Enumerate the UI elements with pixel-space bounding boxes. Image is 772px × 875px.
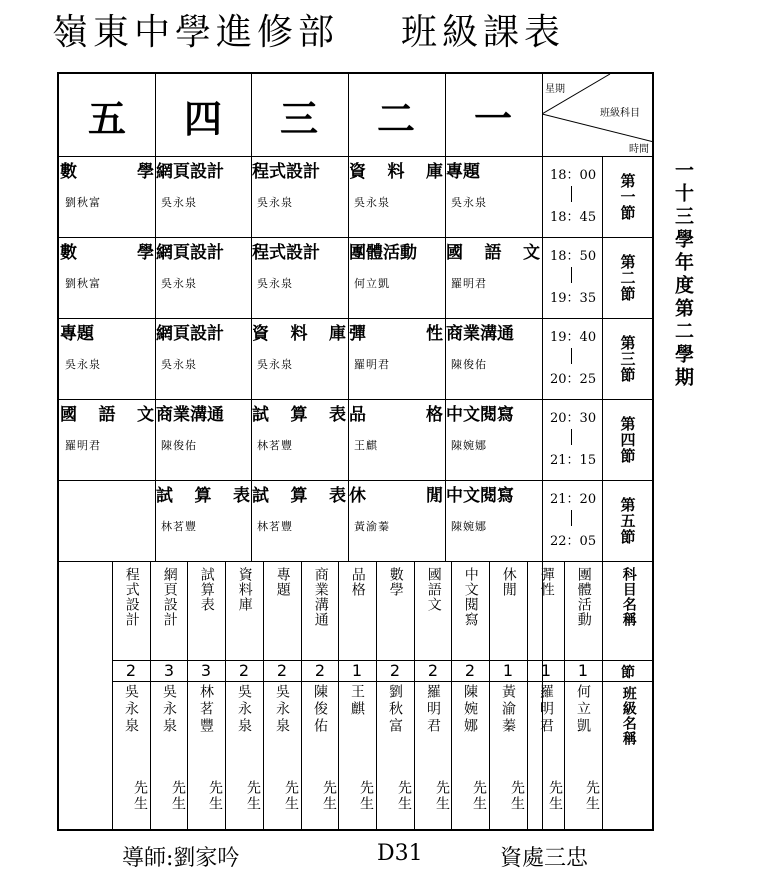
subject-char: 表 (329, 405, 346, 425)
subject-name (156, 486, 250, 506)
teacher-name: 羅明君 (65, 439, 101, 452)
subject-name: 程式設計 (252, 162, 320, 182)
subject-name: 中文閱寫 (446, 405, 514, 425)
subject-name: 專題 (446, 162, 480, 182)
teacher-name: 吳永泉 (257, 196, 293, 209)
course-teacher (489, 684, 527, 816)
course-teacher-name: 羅明君 (538, 684, 554, 735)
course-teacher (376, 684, 414, 816)
course-teacher-name: 吳永泉 (161, 684, 177, 735)
time-end: 22：05 (550, 534, 597, 549)
corner-time: 時間 (629, 144, 649, 155)
teacher-name: 黃渝蓁 (354, 520, 390, 533)
course-teacher (301, 684, 339, 816)
subject-name: 網頁設計 (156, 324, 224, 344)
course-name (187, 567, 225, 659)
course-name (451, 567, 489, 659)
course-teacher (451, 684, 489, 816)
subject-name: 程式設計 (252, 243, 320, 263)
course-hours: 2 (427, 661, 439, 680)
course-teacher (338, 684, 376, 816)
schedule-cell (251, 480, 347, 561)
subject-name: 商業溝通 (156, 405, 224, 425)
course-hours: 2 (314, 661, 326, 680)
subject-char: 格 (426, 405, 443, 425)
subject-char: 試 (252, 486, 269, 506)
teacher-name: 吳永泉 (257, 277, 293, 290)
subject-char: 國 (446, 243, 463, 263)
course-hours: 2 (276, 661, 288, 680)
schedule-cell (59, 318, 155, 399)
course-hours: 2 (238, 661, 250, 680)
honorific: 先生 (245, 780, 261, 812)
footer-class-code: D31 (377, 841, 423, 866)
teacher-name: 陳婉娜 (451, 439, 487, 452)
schedule-cell (445, 480, 541, 561)
subject-char: 數 (60, 162, 77, 182)
course-teacher (527, 684, 565, 816)
schedule-cell (155, 399, 251, 480)
schedule-cell (59, 237, 155, 318)
corner-weekday: 星期 (545, 84, 565, 95)
document-name: 班級課表 (401, 12, 566, 53)
schedule-cell (445, 318, 541, 399)
time-start: 20：30 (550, 411, 597, 426)
teacher-name: 林茗豐 (257, 439, 293, 452)
course-hours: 2 (389, 661, 401, 680)
schedule-cell (59, 480, 155, 561)
teacher-name: 林茗豐 (161, 520, 197, 533)
honorific: 先生 (509, 780, 525, 812)
period-time (542, 399, 602, 480)
course-name-text: 數學 (387, 567, 404, 597)
course-name (376, 567, 414, 659)
subject-char: 算 (194, 486, 212, 506)
course-name-text: 休閒 (500, 567, 517, 597)
subject-name (60, 243, 154, 263)
course-teacher-name: 劉秋富 (387, 684, 403, 735)
course-name-text: 中文閱寫 (462, 567, 479, 627)
subject-name: 專題 (60, 324, 94, 344)
time-end: 18：45 (550, 210, 597, 225)
subject-name: 網頁設計 (156, 243, 224, 263)
course-name-text: 團體活動 (575, 567, 592, 627)
day-header: 三 (279, 95, 318, 141)
course-teacher-name: 吳永泉 (123, 684, 139, 735)
subject-char: 算 (290, 486, 308, 506)
day-header: 四 (183, 95, 222, 141)
corner-class-subject: 班級科目 (600, 108, 640, 119)
time-start: 19：40 (550, 330, 597, 345)
subject-name (446, 243, 540, 263)
course-name (225, 567, 263, 659)
period-label: 第二節 (618, 253, 637, 302)
course-teacher-name: 吳永泉 (274, 684, 290, 735)
schedule-cell (251, 156, 347, 237)
time-separator (571, 348, 572, 364)
subject-char: 料 (387, 162, 405, 182)
subject-name (349, 324, 443, 344)
course-name-text: 網頁設計 (161, 567, 178, 627)
course-teacher (187, 684, 225, 816)
time-separator (571, 186, 572, 202)
course-teacher-name: 陳俊佑 (312, 684, 328, 735)
subject-char: 學 (137, 162, 154, 182)
course-name-text: 品格 (349, 567, 366, 597)
course-name (414, 567, 452, 659)
teacher-name: 吳永泉 (161, 358, 197, 371)
schedule-cell (155, 480, 251, 561)
course-teacher-name: 何立凱 (575, 684, 591, 735)
subject-name: 網頁設計 (156, 162, 224, 182)
honorific: 先生 (132, 780, 148, 812)
school-name: 嶺東中學進修部 (52, 12, 340, 53)
course-teacher-name: 吳永泉 (236, 684, 252, 735)
teacher-name: 羅明君 (451, 277, 487, 290)
course-hours: 2 (125, 661, 137, 680)
summary-header-hours: 節 (621, 665, 635, 681)
time-end: 20：25 (550, 372, 597, 387)
subject-char: 數 (60, 243, 77, 263)
time-separator (571, 429, 572, 445)
schedule-cell (155, 318, 251, 399)
teacher-name: 吳永泉 (451, 196, 487, 209)
teacher-name: 吳永泉 (161, 277, 197, 290)
subject-name (60, 405, 154, 425)
subject-name (349, 162, 443, 182)
time-start: 21：20 (550, 492, 597, 507)
teacher-name: 王麒 (354, 439, 378, 452)
course-name (527, 567, 565, 659)
schedule-cell (348, 237, 444, 318)
schedule-cell (251, 399, 347, 480)
schedule-cell (59, 399, 155, 480)
course-teacher (225, 684, 263, 816)
course-name (263, 567, 301, 659)
subject-char: 學 (137, 243, 154, 263)
course-name-text: 商業溝通 (312, 567, 329, 627)
footer-mentor: 導師:劉家吟 (122, 846, 240, 871)
period-time (542, 237, 602, 318)
course-teacher (564, 684, 602, 816)
honorific: 先生 (283, 780, 299, 812)
course-hours: 1 (351, 661, 363, 680)
teacher-name: 何立凱 (354, 277, 390, 290)
teacher-name: 陳俊佑 (451, 358, 487, 371)
course-hours: 3 (200, 661, 212, 680)
subject-char: 庫 (329, 324, 346, 344)
subject-char: 試 (156, 486, 173, 506)
period-label: 第五節 (618, 496, 637, 545)
course-name-text: 資料庫 (236, 567, 253, 612)
teacher-name: 吳永泉 (354, 196, 390, 209)
teacher-name: 劉秋富 (65, 196, 101, 209)
subject-char: 文 (137, 405, 154, 425)
subject-char: 品 (349, 405, 366, 425)
semester-label: 一十三學年度第二學期 (672, 160, 694, 390)
time-separator (571, 267, 572, 283)
course-name-text: 彈性 (538, 567, 555, 597)
teacher-name: 林茗豐 (257, 520, 293, 533)
subject-char: 語 (484, 243, 502, 263)
schedule-cell (251, 318, 347, 399)
honorific: 先生 (547, 780, 563, 812)
honorific: 先生 (207, 780, 223, 812)
time-start: 18：50 (550, 249, 597, 264)
teacher-name: 劉秋富 (65, 277, 101, 290)
schedule-cell (348, 399, 444, 480)
summary-header-teacher (602, 686, 654, 750)
day-header: 二 (376, 95, 415, 141)
course-name-text: 專題 (274, 567, 291, 597)
schedule-cell (251, 237, 347, 318)
course-hours: 1 (577, 661, 589, 680)
subject-char: 料 (290, 324, 308, 344)
subject-char: 國 (60, 405, 77, 425)
summary-header-subject (602, 567, 654, 631)
period-time (542, 156, 602, 237)
schedule-cell (348, 480, 444, 561)
subject-char: 性 (426, 324, 443, 344)
teacher-name: 吳永泉 (257, 358, 293, 371)
summary-header-teacher-text: 班級名稱 (620, 686, 637, 746)
schedule-cell (348, 156, 444, 237)
subject-char: 庫 (426, 162, 443, 182)
subject-name (349, 405, 443, 425)
time-start: 18：00 (550, 168, 597, 183)
subject-name (349, 486, 443, 506)
teacher-name: 陳俊佑 (161, 439, 197, 452)
summary-hline (112, 681, 654, 682)
course-teacher (263, 684, 301, 816)
course-hours: 1 (502, 661, 514, 680)
period-label: 第三節 (618, 334, 637, 383)
subject-name (252, 486, 346, 506)
schedule-cell (59, 156, 155, 237)
course-name (112, 567, 150, 659)
course-name-text: 試算表 (198, 567, 215, 612)
subject-char: 表 (233, 486, 250, 506)
course-teacher-name: 王麒 (349, 684, 365, 718)
honorific: 先生 (584, 780, 600, 812)
day-header: 五 (87, 95, 126, 141)
schedule-cell (155, 156, 251, 237)
period-label: 第四節 (618, 415, 637, 464)
subject-char: 算 (290, 405, 308, 425)
subject-char: 閒 (426, 486, 443, 506)
honorific: 先生 (396, 780, 412, 812)
honorific: 先生 (170, 780, 186, 812)
subject-name: 商業溝通 (446, 324, 514, 344)
course-teacher-name: 陳婉娜 (462, 684, 478, 735)
schedule-cell (445, 156, 541, 237)
honorific: 先生 (358, 780, 374, 812)
timetable (57, 72, 654, 831)
schedule-cell (445, 399, 541, 480)
course-teacher (414, 684, 452, 816)
course-teacher-name: 林茗豐 (198, 684, 214, 735)
schedule-cell (348, 318, 444, 399)
period-label: 第一節 (618, 172, 637, 221)
subject-char: 彈 (349, 324, 366, 344)
subject-name (252, 324, 346, 344)
course-name-text: 程式設計 (123, 567, 140, 627)
time-separator (571, 510, 572, 526)
period-time (542, 480, 602, 561)
subject-name (60, 162, 154, 182)
subject-char: 語 (98, 405, 116, 425)
course-name (564, 567, 602, 659)
schedule-cell (445, 237, 541, 318)
teacher-name: 吳永泉 (161, 196, 197, 209)
schedule-cell (155, 237, 251, 318)
course-teacher (150, 684, 188, 816)
footer-office: 資處三忠 (500, 846, 589, 871)
subject-char: 資 (349, 162, 366, 182)
course-hours: 1 (540, 661, 552, 680)
course-name-text: 國語文 (425, 567, 442, 612)
course-hours: 3 (163, 661, 175, 680)
course-teacher-name: 黃渝蓁 (500, 684, 516, 735)
period-time (542, 318, 602, 399)
course-name (150, 567, 188, 659)
course-teacher (112, 684, 150, 816)
subject-char: 文 (523, 243, 540, 263)
course-name (489, 567, 527, 659)
page-title (52, 4, 565, 55)
subject-name (252, 405, 346, 425)
time-end: 21：15 (550, 453, 597, 468)
subject-char: 資 (252, 324, 269, 344)
honorific: 先生 (434, 780, 450, 812)
course-hours: 2 (464, 661, 476, 680)
subject-char: 休 (349, 486, 366, 506)
time-end: 19：35 (550, 291, 597, 306)
course-name (338, 567, 376, 659)
subject-name: 中文閱寫 (446, 486, 514, 506)
teacher-name: 羅明君 (354, 358, 390, 371)
subject-char: 表 (329, 486, 346, 506)
honorific: 先生 (471, 780, 487, 812)
honorific: 先生 (321, 780, 337, 812)
subject-name: 團體活動 (349, 243, 417, 263)
day-header: 一 (473, 95, 512, 141)
course-teacher-name: 羅明君 (425, 684, 441, 735)
summary-header-subject-text: 科目名稱 (620, 567, 637, 627)
teacher-name: 吳永泉 (65, 358, 101, 371)
teacher-name: 陳婉娜 (451, 520, 487, 533)
subject-char: 試 (252, 405, 269, 425)
course-name (301, 567, 339, 659)
